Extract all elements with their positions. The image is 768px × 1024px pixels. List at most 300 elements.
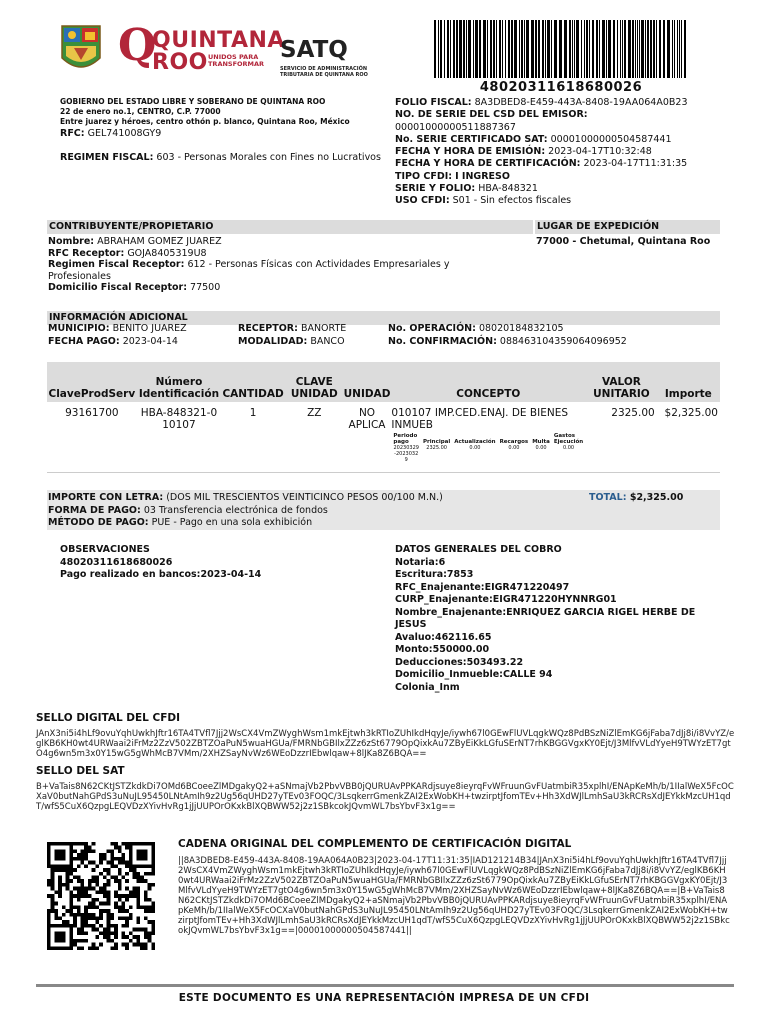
qr-module — [62, 931, 66, 935]
qr-module — [77, 946, 81, 950]
qr-module — [51, 894, 55, 898]
barcode-bar — [508, 20, 510, 78]
qr-module — [107, 894, 111, 898]
barcode-bar — [592, 20, 594, 78]
qr-module — [107, 879, 111, 883]
qr-module — [69, 857, 73, 861]
qr-module — [99, 872, 103, 876]
barcode-bar — [656, 20, 657, 78]
sello-cfdi-text: JAnX3ni5i4hLf9ovuYqhUwkhJftr16TA4TVfl7Jjj2WsCX4VmZWyghWsm1mkEjtwh3kRTIoZUhIkdHqyJe/iywh67l0GEwFlUVLqgkWQz8PdBSzNiZlEmKG6jFaba7dJj8i/i8VvYZ/eglKB6KH0wt4URWaai2iFrMz2ZzV502ZBTZOaPuN5wuaHGUa/FMRNbGBIlxZZz6zSt6779OpQixkAu7ZByEiKkLGfuSErNT7rhKBGGVgxKY0Ejt/J3MlfvVLdYyeH9TWYzET7gtO4g6wn5m3x0Y15wG5gWhMcB7VMm/2XHZSayNvWz6WEoDzzrIEbwlqaw+8lJKa8Z6BQA== — [36, 729, 735, 759]
qr-module — [136, 898, 140, 902]
qr-module — [99, 943, 103, 947]
qr-module — [73, 868, 77, 872]
cell-importe: $2,325.00 — [657, 402, 720, 472]
rfc-receptor-label: RFC Receptor: — [48, 247, 125, 259]
emision-label: FECHA Y HORA DE EMISIÓN: — [395, 146, 546, 158]
qr-module — [121, 943, 125, 947]
qr-module — [114, 902, 118, 906]
barcode-bar — [450, 20, 451, 78]
qr-module — [51, 946, 55, 950]
qr-module — [129, 894, 133, 898]
sat-cert-row — [395, 134, 735, 146]
sub-header-recargos: Recargos — [499, 439, 529, 445]
qr-module — [58, 876, 62, 880]
emisor-name: GOBIERNO DEL ESTADO LIBRE Y SOBERANO DE QUINTANA ROO — [60, 97, 326, 106]
qr-module — [92, 849, 96, 853]
qr-module — [151, 853, 155, 857]
qr-module — [54, 935, 58, 939]
sat-cert-value: 00001000000504587441 — [550, 133, 672, 145]
qr-module — [47, 879, 51, 883]
qr-module — [81, 928, 85, 932]
qr-module — [129, 939, 133, 943]
qr-module — [77, 842, 81, 846]
qr-module — [88, 916, 92, 920]
qr-module — [47, 857, 51, 861]
barcode-bar — [681, 20, 682, 78]
qr-module — [136, 935, 140, 939]
qr-module — [136, 928, 140, 932]
barcode-bar — [531, 20, 534, 78]
qr-module — [136, 864, 140, 868]
qr-module — [69, 909, 73, 913]
barcode-bar — [511, 20, 513, 78]
qr-module — [151, 861, 155, 865]
operacion-label: No. OPERACIÓN: — [388, 323, 476, 334]
qr-module — [151, 846, 155, 850]
qr-module — [62, 924, 66, 928]
fecha-pago-value: 2023-04-14 — [122, 336, 178, 347]
cell-clave: 93161700 — [47, 402, 137, 472]
qr-module — [58, 887, 62, 891]
barcode-image — [434, 20, 688, 78]
qr-module — [92, 905, 96, 909]
qr-module — [136, 876, 140, 880]
qr-module — [54, 890, 58, 894]
qr-module — [140, 943, 144, 947]
cobro-line: Colonia_Inm — [395, 681, 460, 693]
qr-module — [144, 898, 148, 902]
barcode-bar — [479, 20, 481, 78]
qr-module — [107, 939, 111, 943]
qr-module — [107, 898, 111, 902]
qr-module — [62, 913, 66, 917]
tipo-cfdi-row — [395, 171, 735, 183]
municipio-value: BENITO JUAREZ — [112, 323, 187, 334]
certificacion-row — [395, 158, 735, 170]
qr-module — [73, 876, 77, 880]
barcode-bar — [622, 20, 623, 78]
metodo-pago-label: MÉTODO DE PAGO: — [48, 517, 149, 528]
qr-module — [144, 842, 148, 846]
qr-module — [129, 849, 133, 853]
qr-module — [77, 939, 81, 943]
qr-module — [107, 868, 111, 872]
qr-module — [69, 868, 73, 872]
fecha-pago-label: FECHA PAGO: — [48, 336, 120, 347]
qr-module — [51, 909, 55, 913]
barcode-bar — [483, 20, 486, 78]
barcode-bar — [647, 20, 649, 78]
qr-module — [148, 920, 152, 924]
qr-module — [125, 894, 129, 898]
barcode-bar — [475, 20, 478, 78]
qr-module — [58, 849, 62, 853]
qr-module — [125, 916, 129, 920]
qr-module — [107, 909, 111, 913]
qr-module — [84, 864, 88, 868]
qr-module — [92, 902, 96, 906]
cell-concepto — [390, 402, 586, 472]
qr-module — [151, 849, 155, 853]
qr-module — [99, 924, 103, 928]
qr-module — [99, 902, 103, 906]
serie-folio-value: HBA-848321 — [478, 183, 538, 195]
qr-module — [84, 905, 88, 909]
qr-module — [129, 890, 133, 894]
qr-module — [62, 883, 66, 887]
qr-module — [144, 946, 148, 950]
qr-module — [121, 902, 125, 906]
qr-module — [73, 913, 77, 917]
barcode-bar — [586, 20, 588, 78]
qr-module — [114, 894, 118, 898]
regimen-receptor-value: 612 - Personas Físicas con Actividades Empresariales y Profesionales — [48, 259, 450, 282]
cell-unidad: NO APLICA — [344, 402, 391, 472]
qr-module — [47, 935, 51, 939]
qr-module — [95, 920, 99, 924]
qr-module — [110, 864, 114, 868]
cadena-original-text: ||8A3DBED8-E459-443A-8408-19AA064A0B23|2023-04-17T11:31:35|IAD121214B34|JAnX3ni5i4hLf9ovuYqhUwkhJftr16TA4TVfl7Jjj2WsCX4VmZWyghWsm1mkEjtwh3kRTIoZUhIkdHqyJe/iywh67l0GEwFlUVLqgkWQz8PdBSzNiZlEmKG6jFaba7dJj8i/i8VvYZ/eglKB6KH0wt4URWaai2iFrMz2ZzV502ZBTZOaPuN5wuaHGUa/FMRNbGBIlxZZz6zSt6779OpQixkAu7ZByEiKkLGfuSErNT7rhKBGGVgxKY0Ejt/J3MlfvVLdYyeH9TWYzET7gtO4g6wn5m3x0Y15wG5gWhMcB7VMm/2XHZSayNvWz6WEoDzzrIEbwlqaw+8lJKa8Z6BQA==|B+VaTais8N62CKtJSTZkdkDi7OMd6BCoeeZlMDgakyQ2+aSNmajVb2PbvVBB0jQURUAvPPKARdjsuye8ieyrqFvWFruunGvFUatmbiR35xplhI/ENApKeMh/b/1IIalWeX5FcOCXaV0butNahGPdS3uNuJL95450LNtAmIh9z2Ug56qUHD27yTEv03FOQC/3LsqkerrGmenkZAI2ExWobKH+twzirptJfomTEv+Hh3XdWJlLmhSaU3kRCRsXdJEYkkMzcUH1qdT/wfS5CuX6QzpgLEQVDzXYivHvRg1jJjUUPOrOKxkBlXQBWW52j2z1SBkcokJQvmWL7bsYbvF3x1g==|00001000000504587441|| — [178, 856, 730, 936]
qr-module — [66, 872, 70, 876]
qr-module — [129, 846, 133, 850]
qr-module — [133, 928, 137, 932]
qr-module — [136, 905, 140, 909]
sello-cfdi-title: SELLO DIGITAL DEL CFDI — [36, 712, 181, 724]
table-header-row — [47, 362, 720, 402]
qr-module — [148, 909, 152, 913]
barcode-bar — [641, 20, 644, 78]
qr-module — [88, 849, 92, 853]
qr-module — [114, 928, 118, 932]
qr-module — [118, 883, 122, 887]
qr-module — [129, 931, 133, 935]
emisor-regimen-value: 603 - Personas Morales con Fines no Lucrativos — [156, 152, 381, 163]
qr-module — [47, 939, 51, 943]
barcode-bar — [569, 20, 571, 78]
sello-sat-text: B+VaTais8N62CKtJSTZkdkDi7OMd6BCoeeZlMDgakyQ2+aSNmajVb2PbvVBB0jQURUAvPPKARdjsuye8ieyrqFvWFruunGvFUatmbiR35xplhI/ENApKeMh/b/1IIalWeX5FcOCXaV0butNahGPdS3uNuJL95450LNtAmIh9z2Ug56qUHD27yTEv03FOQC/3LsqkerrGmenkZAI2ExWobKH+twzirptJfomTEv+Hh3XdWJlLmhSaU3kRCRsXdJEYkkMzcUH1qdT/wfS5CuX6QzpgLEQVDzXYivHvRg1jJjUUPOrOKxkBlXQBWW52j2z1SBkcokJQvmWL7bsYbvF3x1g== — [36, 782, 734, 812]
qr-module — [144, 864, 148, 868]
qr-module — [125, 946, 129, 950]
qr-module — [47, 861, 51, 865]
qr-module — [54, 864, 58, 868]
qr-module — [51, 872, 55, 876]
info-col-2 — [238, 322, 388, 348]
qr-module — [81, 924, 85, 928]
qr-module — [54, 946, 58, 950]
sub-header-gastos: Gastos Ejecución — [553, 433, 584, 445]
qr-module — [66, 879, 70, 883]
qr-module — [103, 876, 107, 880]
qr-module — [54, 842, 58, 846]
qr-module — [88, 883, 92, 887]
certificacion-label: FECHA Y HORA DE CERTIFICACIÓN: — [395, 158, 581, 170]
qr-module — [103, 857, 107, 861]
qr-module — [148, 842, 152, 846]
observaciones-line-1: 48020311618680026 — [60, 556, 173, 568]
col-header-valor-unitario: VALOR UNITARIO — [586, 362, 656, 402]
subtable-row — [391, 445, 585, 463]
barcode-bar — [599, 20, 600, 78]
qr-module — [81, 879, 85, 883]
qr-module — [84, 916, 88, 920]
qr-module — [95, 928, 99, 932]
qr-module — [51, 864, 55, 868]
qr-module — [62, 939, 66, 943]
barcode-bar — [551, 20, 552, 78]
barcode-bar — [606, 20, 607, 78]
qr-module — [81, 887, 85, 891]
qr-module — [95, 935, 99, 939]
concepto-subtable — [391, 433, 585, 463]
logo-q-letter: Q — [118, 20, 157, 71]
col-header-clave-unidad: CLAVE UNIDAD — [285, 362, 344, 402]
qr-module — [77, 931, 81, 935]
barcode-bar — [524, 20, 525, 78]
qr-module — [114, 935, 118, 939]
qr-module — [125, 842, 129, 846]
qr-module — [51, 879, 55, 883]
qr-module — [95, 946, 99, 950]
qr-module — [121, 931, 125, 935]
qr-module — [54, 909, 58, 913]
qr-module — [121, 861, 125, 865]
barcode-bar — [574, 20, 575, 78]
qr-module — [47, 913, 51, 917]
qr-module — [69, 913, 73, 917]
sub-cell-gastos: 0.00 — [562, 445, 575, 451]
qr-module — [118, 905, 122, 909]
qr-module — [54, 853, 58, 857]
qr-module — [58, 883, 62, 887]
qr-module — [47, 864, 51, 868]
qr-module — [73, 894, 77, 898]
fecha-pago-row — [48, 335, 238, 348]
confirmacion-row — [388, 335, 728, 348]
qr-module — [110, 857, 114, 861]
qr-module — [88, 946, 92, 950]
modalidad-value: BANCO — [310, 336, 345, 347]
qr-module — [110, 924, 114, 928]
qr-module — [125, 864, 129, 868]
qr-module — [54, 868, 58, 872]
barcode-bar — [463, 20, 465, 78]
qr-module — [95, 916, 99, 920]
barcode-bar — [637, 20, 638, 78]
qr-module — [47, 924, 51, 928]
col-header-cantidad: CANTIDAD — [221, 362, 285, 402]
qr-module — [129, 905, 133, 909]
qr-module — [148, 883, 152, 887]
qr-module — [62, 905, 66, 909]
qr-module — [140, 853, 144, 857]
barcode-bar — [572, 20, 573, 78]
qr-module — [133, 842, 137, 846]
qr-module — [110, 916, 114, 920]
qr-module — [81, 890, 85, 894]
emisor-block — [60, 97, 390, 164]
lugar-expedicion-header: LUGAR DE EXPEDICIÓN — [535, 220, 720, 234]
qr-module — [118, 916, 122, 920]
barcode-bar — [576, 20, 579, 78]
qr-module — [114, 905, 118, 909]
qr-module — [148, 887, 152, 891]
qr-module — [148, 872, 152, 876]
logo-roo: ROO — [152, 50, 208, 75]
qr-module — [103, 931, 107, 935]
qr-module — [69, 905, 73, 909]
barcode-bar — [542, 20, 544, 78]
qr-module — [66, 924, 70, 928]
qr-module — [51, 883, 55, 887]
qr-module — [69, 924, 73, 928]
barcode-bar — [677, 20, 678, 78]
qr-module — [95, 905, 99, 909]
datos-cobro-title: DATOS GENERALES DEL COBRO — [395, 544, 562, 555]
barcode-bar — [496, 20, 497, 78]
table-row — [47, 402, 720, 472]
qr-module — [103, 853, 107, 857]
barcode-bar — [620, 20, 621, 78]
col-header-claveprodserv: ClaveProdServ — [47, 362, 137, 402]
barcode-bar — [672, 20, 673, 78]
barcode-bar — [632, 20, 634, 78]
qr-module — [69, 931, 73, 935]
qr-module — [58, 894, 62, 898]
qr-module — [151, 946, 155, 950]
sub-header-multa: Multa — [532, 439, 550, 445]
qr-module — [148, 931, 152, 935]
forma-pago-label: FORMA DE PAGO: — [48, 504, 141, 516]
qr-module — [121, 876, 125, 880]
operacion-value: 08020184832105 — [478, 323, 564, 334]
emision-value: 2023-04-17T10:32:48 — [548, 146, 652, 158]
cobro-line: CURP_Enajenante:EIGR471220HYNNRG01 — [395, 594, 617, 605]
barcode-bar — [596, 20, 598, 78]
qr-module — [58, 931, 62, 935]
qr-module — [88, 905, 92, 909]
qr-module — [92, 924, 96, 928]
qr-module — [47, 916, 51, 920]
sub-cell-principal: 2325.00 — [426, 445, 447, 451]
folio-fiscal-label: FOLIO FISCAL: — [395, 97, 472, 108]
qr-module — [129, 861, 133, 865]
qr-module — [88, 894, 92, 898]
barcode-bar — [538, 20, 540, 78]
qr-module — [95, 876, 99, 880]
qr-module — [110, 931, 114, 935]
qr-module — [107, 872, 111, 876]
qr-module — [136, 939, 140, 943]
qr-module — [69, 861, 73, 865]
cobro-line: Deducciones:503493.22 — [395, 656, 524, 668]
qr-module — [58, 935, 62, 939]
qr-module — [77, 905, 81, 909]
qr-module — [84, 920, 88, 924]
barcode-bar — [554, 20, 557, 78]
logo-slogan: UNIDOS PARA TRANSFORMAR — [208, 53, 265, 68]
qr-module — [81, 939, 85, 943]
receptor-row — [238, 322, 388, 335]
qr-module — [144, 931, 148, 935]
qr-module — [136, 849, 140, 853]
barcode-bar — [526, 20, 529, 78]
qr-module — [140, 946, 144, 950]
cobro-line: Notaria:6 — [395, 556, 446, 568]
qr-module — [58, 939, 62, 943]
qr-module — [73, 924, 77, 928]
rfc-receptor-row — [48, 248, 488, 260]
qr-module — [84, 846, 88, 850]
footer-text: ESTE DOCUMENTO ES UNA REPRESENTACIÓN IMPRESA DE UN CFDI — [178, 992, 590, 1004]
qr-module — [103, 894, 107, 898]
qr-module — [133, 872, 137, 876]
qr-module — [114, 857, 118, 861]
qr-module — [73, 920, 77, 924]
cobro-line: Monto:550000.00 — [395, 644, 490, 655]
uso-cfdi-label: USO CFDI: — [395, 195, 450, 207]
qr-module — [107, 849, 111, 853]
qr-module — [84, 890, 88, 894]
qr-module — [73, 939, 77, 943]
qr-module — [125, 924, 129, 928]
barcode-bar — [617, 20, 618, 78]
metodo-pago-row — [48, 517, 608, 530]
importe-letra-label: IMPORTE CON LETRA: — [48, 492, 164, 503]
qr-module — [118, 909, 122, 913]
qr-module — [62, 842, 66, 846]
qr-module — [51, 887, 55, 891]
qr-module — [81, 842, 85, 846]
qr-module — [54, 931, 58, 935]
qr-module — [118, 887, 122, 891]
concepto-text: 010107 IMP.CED.ENAJ. DE BIENES INMUEB — [391, 407, 568, 431]
qr-module — [125, 943, 129, 947]
qr-module — [151, 924, 155, 928]
barcode-bar — [602, 20, 605, 78]
col-header-concepto: CONCEPTO — [390, 362, 586, 402]
qr-module — [121, 894, 125, 898]
confirmacion-label: No. CONFIRMACIÓN: — [388, 336, 497, 347]
qr-module — [144, 849, 148, 853]
metodo-pago-value: PUE - Pago en una sola exhibición — [151, 517, 313, 528]
qr-module — [133, 890, 137, 894]
qr-module — [99, 861, 103, 865]
barcode-bar — [639, 20, 640, 78]
qr-module — [84, 931, 88, 935]
barcode-bar — [521, 20, 523, 78]
qr-module — [148, 905, 152, 909]
qr-module — [118, 868, 122, 872]
qr-module — [118, 849, 122, 853]
qr-module — [77, 857, 81, 861]
sub-header-principal: Principal — [423, 439, 451, 445]
qr-module — [54, 916, 58, 920]
qr-module — [69, 849, 73, 853]
qr-module — [69, 879, 73, 883]
qr-module — [144, 916, 148, 920]
qr-module — [103, 890, 107, 894]
